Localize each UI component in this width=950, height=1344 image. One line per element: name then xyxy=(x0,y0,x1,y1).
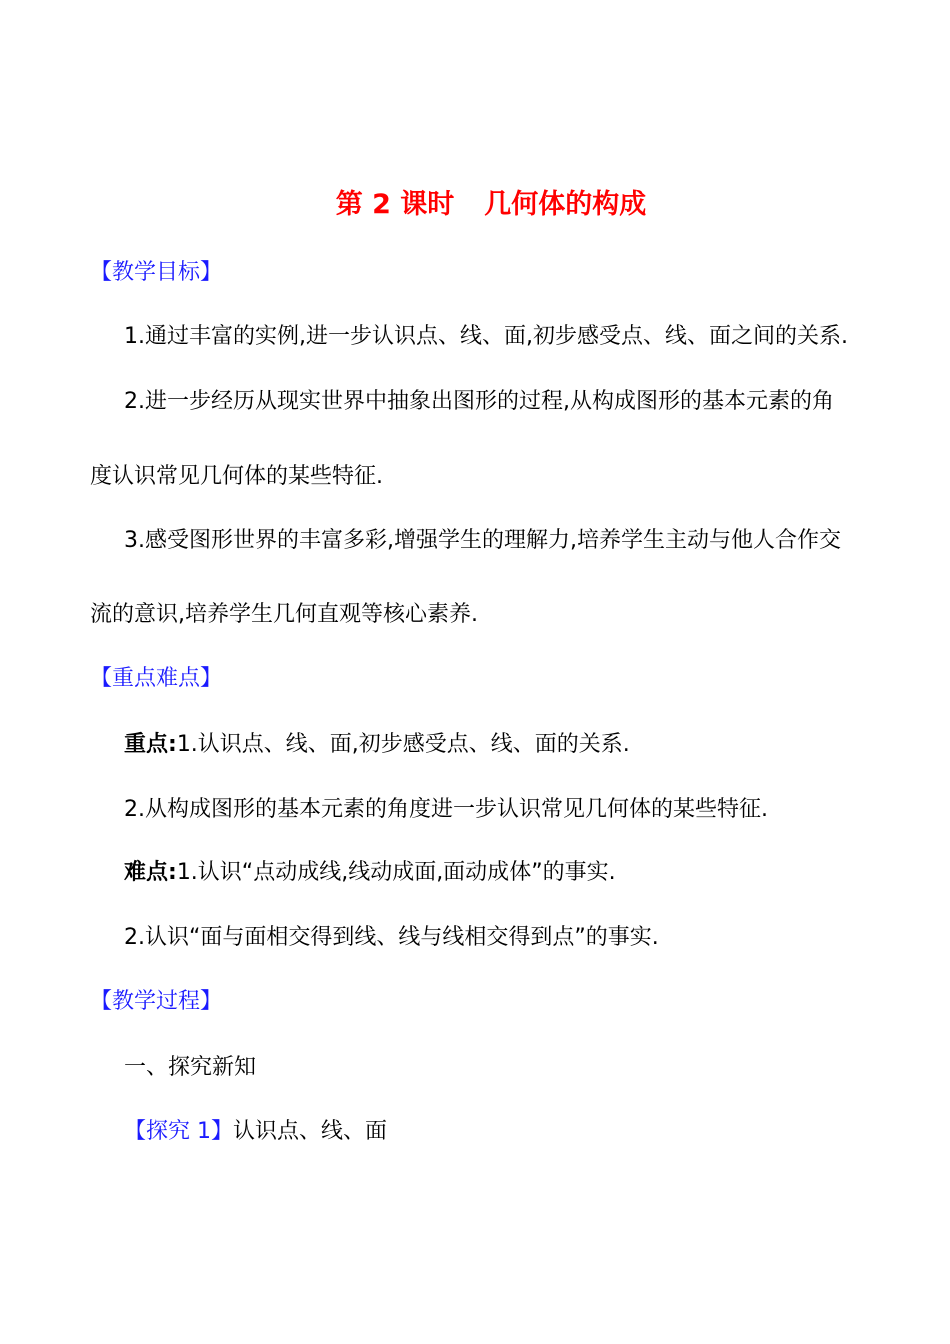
objective-2-line-1: 2.进一步经历从现实世界中抽象出图形的过程,从构成图形的基本元素的角 xyxy=(124,389,834,414)
title-topic: 几何体的构成 xyxy=(484,189,647,220)
objectives-heading: 【教学目标】 xyxy=(90,260,223,285)
part-one-heading: 一、探究新知 xyxy=(124,1055,257,1080)
key-point-1 xyxy=(124,730,630,760)
key-point-1-text: 1.认识点、线、面,初步感受点、线、面的关系. xyxy=(176,732,630,757)
objective-3-line-1: 3.感受图形世界的丰富多彩,增强学生的理解力,培养学生主动与他人合作交 xyxy=(124,528,841,553)
key-label: 重点: xyxy=(124,732,177,757)
explore-text: 认识点、线、面 xyxy=(233,1119,388,1144)
objective-2-line-2: 度认识常见几何体的某些特征. xyxy=(90,464,383,489)
objective-3-line-2: 流的意识,培养学生几何直观等核心素养. xyxy=(90,602,478,627)
difficult-point-2: 2.认识“面与面相交得到线、线与线相交得到点”的事实. xyxy=(124,925,659,950)
difficult-point-1-text: 1.认识“点动成线,线动成面,面动成体”的事实. xyxy=(176,860,616,885)
difficult-label: 难点: xyxy=(124,860,177,885)
key-point-2: 2.从构成图形的基本元素的角度进一步认识常见几何体的某些特征. xyxy=(124,797,768,822)
difficult-point-1 xyxy=(124,858,616,888)
page-title xyxy=(0,188,950,222)
title-lesson-number: 第 2 课时 xyxy=(335,189,455,220)
explore-1 xyxy=(124,1117,387,1147)
explore-label: 【探究 1】 xyxy=(124,1119,233,1144)
process-heading: 【教学过程】 xyxy=(90,989,223,1014)
objective-1: 1.通过丰富的实例,进一步认识点、线、面,初步感受点、线、面之间的关系. xyxy=(124,324,848,349)
keypoints-heading: 【重点难点】 xyxy=(90,666,223,691)
